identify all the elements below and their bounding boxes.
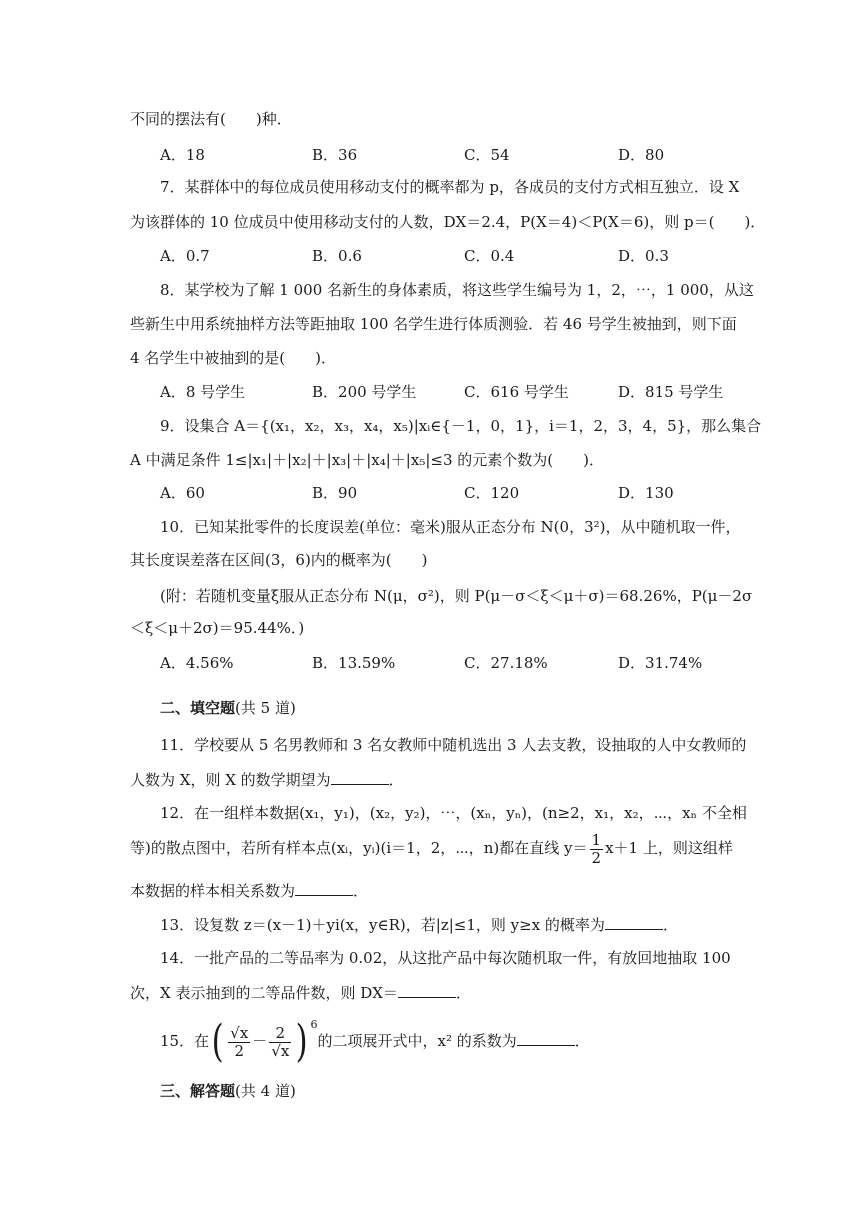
q15-fraction-1 [228,1025,250,1060]
q12-line-2 [130,828,733,868]
q10-line-1: 10．已知某批零件的长度误差(单位：毫米)服从正态分布 N(0，3²)，从中随机取一件， [160,518,741,536]
q9-option-b: B．90 [312,484,358,502]
q12-fraction [590,832,604,867]
q11-text: 人数为 X，则 X 的数学期望为 [130,771,331,789]
section-2-title: 二、填空题 [160,699,236,717]
q12-answer-blank [295,879,353,896]
q15-f1-den: 2 [234,1041,245,1060]
q12-text-a: 等)的散点图中，若所有样本点(xᵢ，yᵢ)(i＝1，2，⋯，n)都在直线 y＝ [130,839,588,857]
q7-option-b: B．0.6 [312,247,362,265]
q12-end: ． [353,882,369,900]
q11-answer-blank [331,768,389,785]
q12-frac-num: 1 [591,830,602,849]
section-3-note: (共 4 道) [235,1082,296,1100]
q6-option-b: B．36 [312,146,358,164]
q15-fraction-2 [269,1025,291,1060]
q13-line [160,913,678,936]
q6-option-d: D．80 [618,146,665,164]
q8-option-c: C．616 号学生 [464,383,569,401]
section-2-note: (共 5 道) [235,699,296,717]
q8-option-d: D．815 号学生 [618,383,724,401]
q10-note-line-2: ＜ξ＜μ＋2σ)＝95.44%．) [130,619,305,637]
section-2-heading [160,697,296,719]
q12-line-1: 12．在一组样本数据(x₁，y₁)，(x₂，y₂)，⋯，(xₙ，yₙ)，(n≥2，x₁，x₂，⋯，xₙ 不全相 [160,804,747,822]
q15-power: 6 [310,1018,318,1031]
section-3-title: 三、解答题 [160,1082,236,1100]
q6-option-a: A．18 [160,146,205,164]
q12-line-3 [130,879,368,902]
q12-text-c: 本数据的样本相关系数为 [130,882,296,900]
q7-line-2: 为该群体的 10 位成员中使用移动支付的人数，DX＝2.4，P(X＝4)＜P(X＝6)，则 p＝( )． [130,213,766,231]
q8-option-b: B．200 号学生 [312,383,417,401]
q10-line-2: 其长度误差落在区间(3，6)内的概率为( ) [130,551,428,569]
q14-end: ． [455,984,471,1002]
q15-right-paren: ) [295,1016,308,1067]
q13-answer-blank [605,913,663,930]
q13-end: ． [662,916,678,934]
q11-end: ． [388,771,404,789]
q8-line-2: 些新生中用系统抽样方法等距抽取 100 名学生进行体质测验．若 46 号学生被抽到，则下面 [130,315,737,333]
q14-line-1: 14．一批产品的二等品率为 0.02，从这批产品中每次随机取一件，有放回地抽取 100 [160,949,731,967]
q7-line-1: 7．某群体中的每位成员使用移动支付的概率都为 p，各成员的支付方式相互独立．设 X [160,178,740,196]
q15-suffix: 的二项展开式中，x² 的系数为 [317,1032,517,1050]
q6-option-c: C．54 [464,146,510,164]
q8-line-3: 4 名学生中被抽到的是( )． [130,349,337,367]
q12-text-b: x＋1 上，则这组样 [605,839,733,857]
q9-option-a: A．60 [160,484,205,502]
q15-line [160,1018,590,1066]
q15-left-paren: ( [211,1016,224,1067]
q10-note-line-1: (附：若随机变量ξ服从正态分布 N(μ，σ²)，则 P(μ－σ＜ξ＜μ＋σ)＝68.26%，P(μ－2σ [160,587,753,605]
q12-frac-den: 2 [591,848,602,867]
q10-option-a: A．4.56% [160,654,234,672]
q9-option-c: C．120 [464,484,520,502]
q15-f2-den: √x [271,1041,290,1060]
q13-text: 13．设复数 z＝(x－1)＋yi(x，y∈R)，若|z|≤1，则 y≥x 的概率为 [160,916,605,934]
q14-text: 次，X 表示抽到的二等品件数，则 DX＝ [130,984,398,1002]
q6-continuation: 不同的摆法有( )种． [130,110,292,128]
q15-end: ． [574,1032,590,1050]
q7-option-d: D．0.3 [618,247,669,265]
q9-line-2: A 中满足条件 1≤|x₁|＋|x₂|＋|x₃|＋|x₄|＋|x₅|≤3 的元素个数为( )． [130,451,604,469]
q7-option-c: C．0.4 [464,247,515,265]
section-3-heading [160,1080,296,1102]
q11-line-2 [130,768,404,791]
q10-option-b: B．13.59% [312,654,396,672]
q14-answer-blank [398,981,456,998]
q9-option-d: D．130 [618,484,674,502]
q15-answer-blank [517,1029,575,1046]
q15-f2-num: 2 [269,1025,291,1043]
q15-minus: － [252,1032,268,1050]
q15-f1-num: √x [230,1023,249,1042]
q9-line-1: 9．设集合 A＝{(x₁，x₂，x₃，x₄，x₅)|xᵢ∈{－1，0，1}，i＝1，2，3，4，5}，那么集合 [160,417,762,435]
q7-option-a: A．0.7 [160,247,210,265]
q11-line-1: 11．学校要从 5 名男教师和 3 名女教师中随机选出 3 人去支教，设抽取的人中女教师的 [160,736,747,754]
q8-line-1: 8．某学校为了解 1 000 名新生的身体素质，将这些学生编号为 1，2，⋯，1 000，从这 [160,281,754,299]
q10-option-d: D．31.74% [618,654,703,672]
q14-line-2 [130,981,471,1004]
q10-option-c: C．27.18% [464,654,548,672]
q8-option-a: A．8 号学生 [160,383,246,401]
q15-prefix: 15．在 [160,1032,210,1050]
